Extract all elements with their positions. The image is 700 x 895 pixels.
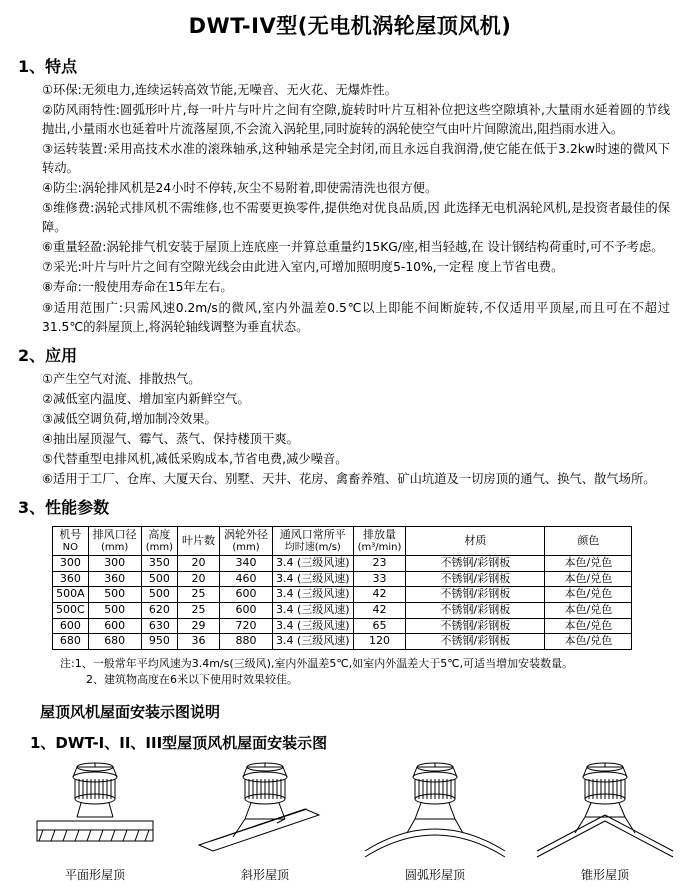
section-heading-features: 1、特点 (18, 57, 78, 76)
cell-color: 本色/兑色 (545, 556, 632, 572)
cell-air-speed: 3.4 (三级风速) (272, 587, 353, 603)
col-header-height (141, 526, 177, 555)
spec-table-body (53, 556, 632, 650)
install-heading: 屋顶风机屋面安装示图说明 (40, 702, 221, 721)
cell-airflow: 33 (353, 571, 406, 587)
col-header-line1: 颜色 (577, 533, 600, 547)
col-header-line1: 高度 (148, 527, 171, 541)
section-heading-specs: 3、性能参数 (18, 497, 110, 517)
features-paragraphs (0, 81, 700, 337)
page-title: DWT-IV型(无电机涡轮屋顶风机) (188, 14, 512, 38)
cell-material: 不锈钢/彩钢板 (406, 587, 545, 603)
application-item: ④抽出屋顶湿气、霉气、蒸气、保持楼顶干爽。 (42, 431, 299, 446)
figure-flat-roof (13, 759, 178, 883)
col-header-line1: 机号 (59, 527, 82, 541)
feature-item: ⑥重量轻盈:涡轮排气机安装于屋顶上连底座一并算总重量约15KG/座,相当轻越,在 设计钢结构荷重时,可不予考虑。 (42, 240, 664, 255)
application-item: ⑤代替重型电排风机,减低采购成本,节省电费,减少噪音。 (42, 451, 348, 466)
cell-material: 不锈钢/彩钢板 (406, 618, 545, 634)
applications-paragraphs (0, 370, 700, 489)
installation-figures (0, 759, 700, 883)
col-header-material (406, 526, 545, 555)
section-heading-applications: 2、应用 (18, 345, 78, 365)
cell-color: 本色/兑色 (545, 571, 632, 587)
col-header-line2: (m³/min) (357, 541, 402, 553)
cell-blade-count: 36 (177, 634, 219, 650)
cell-turbine-diameter: 720 (219, 618, 272, 634)
cell-color: 本色/兑色 (545, 634, 632, 650)
cell-blade-count: 20 (177, 556, 219, 572)
cell-height: 350 (141, 556, 177, 572)
table-row (53, 587, 632, 603)
cone-roof-diagram (525, 759, 685, 864)
col-header-model (53, 526, 89, 555)
sloped-roof-diagram (185, 759, 345, 864)
cell-model: 500C (53, 602, 89, 618)
cell-outlet-diameter: 300 (88, 556, 141, 572)
table-row (53, 571, 632, 587)
spec-table (52, 526, 632, 650)
cell-model: 680 (53, 634, 89, 650)
figure-caption: 平面形屋顶 (64, 867, 125, 882)
table-row (53, 602, 632, 618)
cell-air-speed: 3.4 (三级风速) (272, 602, 353, 618)
col-header-line2: (mm) (232, 541, 260, 553)
cell-material: 不锈钢/彩钢板 (406, 571, 545, 587)
application-item: ⑥适用于工厂、仓库、大厦天台、别墅、天井、花房、禽畜养殖、矿山坑道及一切房顶的通气、换气、散气场所。 (42, 471, 656, 486)
cell-material: 不锈钢/彩钢板 (406, 556, 545, 572)
cell-turbine-diameter: 600 (219, 602, 272, 618)
cell-outlet-diameter: 600 (88, 618, 141, 634)
table-notes (60, 656, 700, 689)
col-header-line1: 排风口径 (92, 527, 137, 541)
figure-caption: 斜形屋顶 (240, 867, 289, 882)
col-header-blade-count (177, 526, 219, 555)
note-item: 2、建筑物高度在6米以下使用时效果较佳。 (86, 673, 298, 687)
table-row (53, 556, 632, 572)
cell-color: 本色/兑色 (545, 587, 632, 603)
cell-outlet-diameter: 500 (88, 587, 141, 603)
cell-height: 500 (141, 571, 177, 587)
col-header-line1: 排放量 (362, 527, 396, 541)
col-header-color (545, 526, 632, 555)
cell-height: 950 (141, 634, 177, 650)
col-header-line2: (mm) (145, 541, 173, 553)
cell-blade-count: 25 (177, 602, 219, 618)
cell-airflow: 23 (353, 556, 406, 572)
cell-outlet-diameter: 680 (88, 634, 141, 650)
figure-cone-roof (523, 759, 688, 883)
col-header-airflow (353, 526, 406, 555)
cell-blade-count: 20 (177, 571, 219, 587)
cell-model: 600 (53, 618, 89, 634)
feature-item: ⑨适用范围广:只需风速0.2m/s的微风,室内外温差0.5℃以上即能不间断旋转,不仅适用平顶屋,而且可在不超过31.5℃的斜屋顶上,将涡轮轴线调整为垂直状态。 (42, 300, 670, 334)
cell-color: 本色/兑色 (545, 602, 632, 618)
application-item: ②减低室内温度、增加室内新鲜空气。 (42, 391, 250, 406)
col-header-line2: 均时速(m/s) (284, 541, 341, 553)
application-item: ①产生空气对流、排散热气。 (42, 371, 201, 386)
cell-height: 500 (141, 587, 177, 603)
feature-item: ④防尘:涡轮排风机是24小时不停转,灰尘不易附着,即使需清洗也很方便。 (42, 181, 438, 196)
feature-item: ③运转装置:采用高技术水准的滚珠轴承,这种轴承是完全封闭,而且永远自我润滑,使它能在低于3.2kw时速的微风下转动。 (42, 142, 670, 176)
col-header-line1: 通风口常所平 (279, 527, 346, 541)
cell-airflow: 120 (353, 634, 406, 650)
application-item: ③减低空调负荷,增加制冷效果。 (42, 411, 217, 426)
cell-material: 不锈钢/彩钢板 (406, 634, 545, 650)
feature-item: ②防风雨特性:圆弧形叶片,每一叶片与叶片之间有空隙,旋转时叶片互相补位把这些空隙填补,大量雨水延着圆的节线抛出,小量雨水也延着叶片流落屋顶,不会流入涡轮里,同时旋转的涡轮使空气由叶片间隙流出,阻挡雨水进入。 (42, 103, 670, 137)
cell-model: 500A (53, 587, 89, 603)
figure-caption: 圆弧形屋顶 (404, 867, 465, 882)
col-header-line1: 涡轮外径 (223, 527, 268, 541)
cell-blade-count: 29 (177, 618, 219, 634)
feature-item: ⑧寿命:一般使用寿命在15年左右。 (42, 280, 233, 295)
install-sub-heading: 1、DWT-I、II、III型屋顶风机屋面安装示图 (30, 733, 328, 752)
col-header-air-speed (272, 526, 353, 555)
col-header-turbine-diameter (219, 526, 272, 555)
arc-roof-diagram (355, 759, 515, 864)
cell-airflow: 65 (353, 618, 406, 634)
spec-table-head (53, 526, 632, 555)
figure-sloped-roof (183, 759, 348, 883)
table-row (53, 634, 632, 650)
document-page (0, 10, 700, 883)
cell-height: 620 (141, 602, 177, 618)
table-row (53, 618, 632, 634)
cell-turbine-diameter: 600 (219, 587, 272, 603)
cell-blade-count: 25 (177, 587, 219, 603)
figure-caption: 锥形屋顶 (580, 867, 629, 882)
note-item: 注:1、一般常年平均风速为3.4m/s(三级风),室内外温差5℃,如室内外温差大于5℃,可适当增加安装数量。 (60, 656, 574, 670)
cell-turbine-diameter: 460 (219, 571, 272, 587)
cell-outlet-diameter: 360 (88, 571, 141, 587)
cell-air-speed: 3.4 (三级风速) (272, 618, 353, 634)
table-header-row (53, 526, 632, 555)
cell-model: 360 (53, 571, 89, 587)
cell-height: 630 (141, 618, 177, 634)
col-header-line2: (mm) (101, 541, 129, 553)
cell-turbine-diameter: 340 (219, 556, 272, 572)
col-header-line1: 叶片数 (181, 533, 215, 547)
cell-outlet-diameter: 500 (88, 602, 141, 618)
feature-item: ⑤维修费:涡轮式排风机不需维修,也不需要更换零件,提供绝对优良品质,因 此选择无电机涡轮风机,是投资者最佳的保障。 (42, 201, 670, 235)
feature-item: ①环保:无须电力,连续运转高效节能,无噪音、无火花、无爆炸性。 (42, 83, 398, 97)
cell-model: 300 (53, 556, 89, 572)
spec-table-wrap (52, 526, 700, 650)
cell-material: 不锈钢/彩钢板 (406, 602, 545, 618)
figure-arc-roof (353, 759, 518, 883)
col-header-line2: NO (62, 541, 79, 553)
cell-air-speed: 3.4 (三级风速) (272, 556, 353, 572)
cell-airflow: 42 (353, 602, 406, 618)
cell-air-speed: 3.4 (三级风速) (272, 634, 353, 650)
flat-roof-diagram (15, 759, 175, 864)
col-header-outlet-diameter (88, 526, 141, 555)
feature-item: ⑦采光:叶片与叶片之间有空隙光线会由此进入室内,可增加照明度5-10%,一定程 度上节省电费。 (42, 260, 564, 275)
cell-airflow: 42 (353, 587, 406, 603)
cell-color: 本色/兑色 (545, 618, 632, 634)
cell-turbine-diameter: 880 (219, 634, 272, 650)
col-header-line1: 材质 (464, 533, 487, 547)
cell-air-speed: 3.4 (三级风速) (272, 571, 353, 587)
